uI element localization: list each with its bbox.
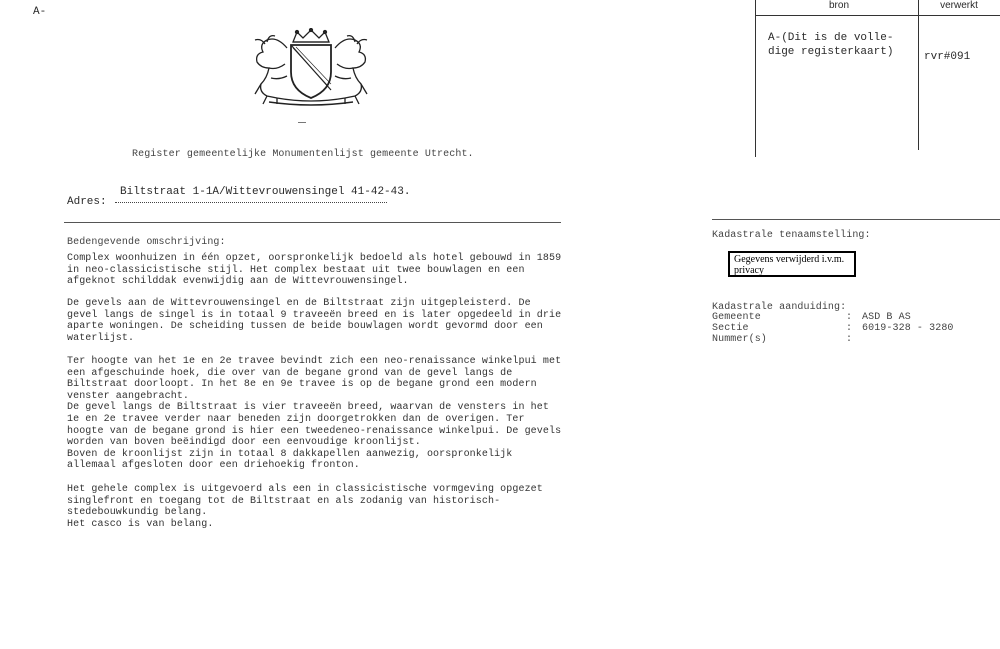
kadastrale-tenaamstelling-label: Kadastrale tenaamstelling:	[712, 230, 871, 241]
horizontal-rule	[64, 222, 561, 223]
corner-label: A-	[33, 6, 47, 18]
kad-key-nummers: Nummer(s)	[712, 334, 767, 345]
table-header-line	[755, 15, 1000, 16]
description-paragraph: De gevels aan de Wittevrouwensingel en de Biltstraat zijn uitgepleisterd. De gevel langs de singel is in totaal 9 traveeën breed en is later opgedeeld in drie aparte woningen. De scheiding tussen de beide bouwlagen wordt gevormd door een waterlijst.	[67, 298, 562, 344]
description-paragraph: Ter hoogte van het 1e en 2e travee bevindt zich een neo-renaissance winkelpui met een afgeschuinde hoek, die over van de begane grond van de gevel langs de Biltstraat doorloopt. In het 8e en 9e travee is op de begane grond een modern venster aangebracht. De gevel langs de Biltstraat is vier traveeën breed, waarvan de vensters in het 1e en 2e travee verder naar beneden zijn doorgetrokken dan de overigen. Ter hoogte van de begane grond is hier een tweedeneo-renaissance winkelpui. De gevels worden van boven beëindigd door een eenvoudige kroonlijst. Boven de kroonlijst zijn in totaal 8 dakkapellen aanwezig, oorspronkelijk allemaal afgesloten door een driehoekig fronton.	[67, 356, 562, 472]
address-label: Adres:	[67, 196, 107, 208]
address-value: Biltstraat 1-1A/Wittevrouwensingel 41-42-43.	[120, 186, 411, 198]
table-column-divider	[918, 0, 919, 150]
bron-column-header: bron	[828, 0, 849, 11]
register-title: Register gemeentelijke Monumentenlijst gemeente Utrecht.	[132, 149, 474, 160]
kad-colon: :	[846, 334, 853, 345]
table-left-border	[755, 0, 756, 157]
kad-value-gemeente: ASD B AS	[862, 312, 911, 323]
description-paragraph: Het gehele complex is uitgevoerd als een in classicistische vormgeving opgezet singlefront en toegang tot de Biltstraat en als zodanig van historisch- stedebouwkundig belang. Het casco is van belang.	[67, 484, 543, 530]
horizontal-rule-right	[712, 219, 1000, 220]
kad-key-gemeente: Gemeente	[712, 312, 761, 323]
kad-colon: :	[846, 312, 853, 323]
kadastrale-aanduiding-label: Kadastrale aanduiding:	[712, 302, 847, 313]
description-paragraph: Complex woonhuizen in één opzet, oorspronkelijk bedoeld als hotel gebouwd in 1859 in neo-classicistische stijl. Het complex bestaat uit twee bouwlagen en een afgeknot schilddak evenwijdig aan de Wittevrouwensingel.	[67, 253, 562, 288]
separator-mark	[298, 122, 306, 123]
bron-value: A-(Dit is de volle- dige registerkaart)	[768, 32, 894, 58]
utrecht-coat-of-arms-icon	[247, 28, 375, 106]
verwerkt-value: rvr#091	[924, 51, 971, 63]
verwerkt-column-header: verwerkt	[940, 0, 978, 11]
description-heading: Bedengevende omschrijving:	[67, 237, 226, 248]
kad-key-sectie: Sectie	[712, 323, 749, 334]
privacy-notice-box: Gegevens verwijderd i.v.m. privacy	[728, 251, 856, 277]
kad-colon: :	[846, 323, 853, 334]
kad-value-sectie: 6019-328 - 3280	[862, 323, 954, 334]
